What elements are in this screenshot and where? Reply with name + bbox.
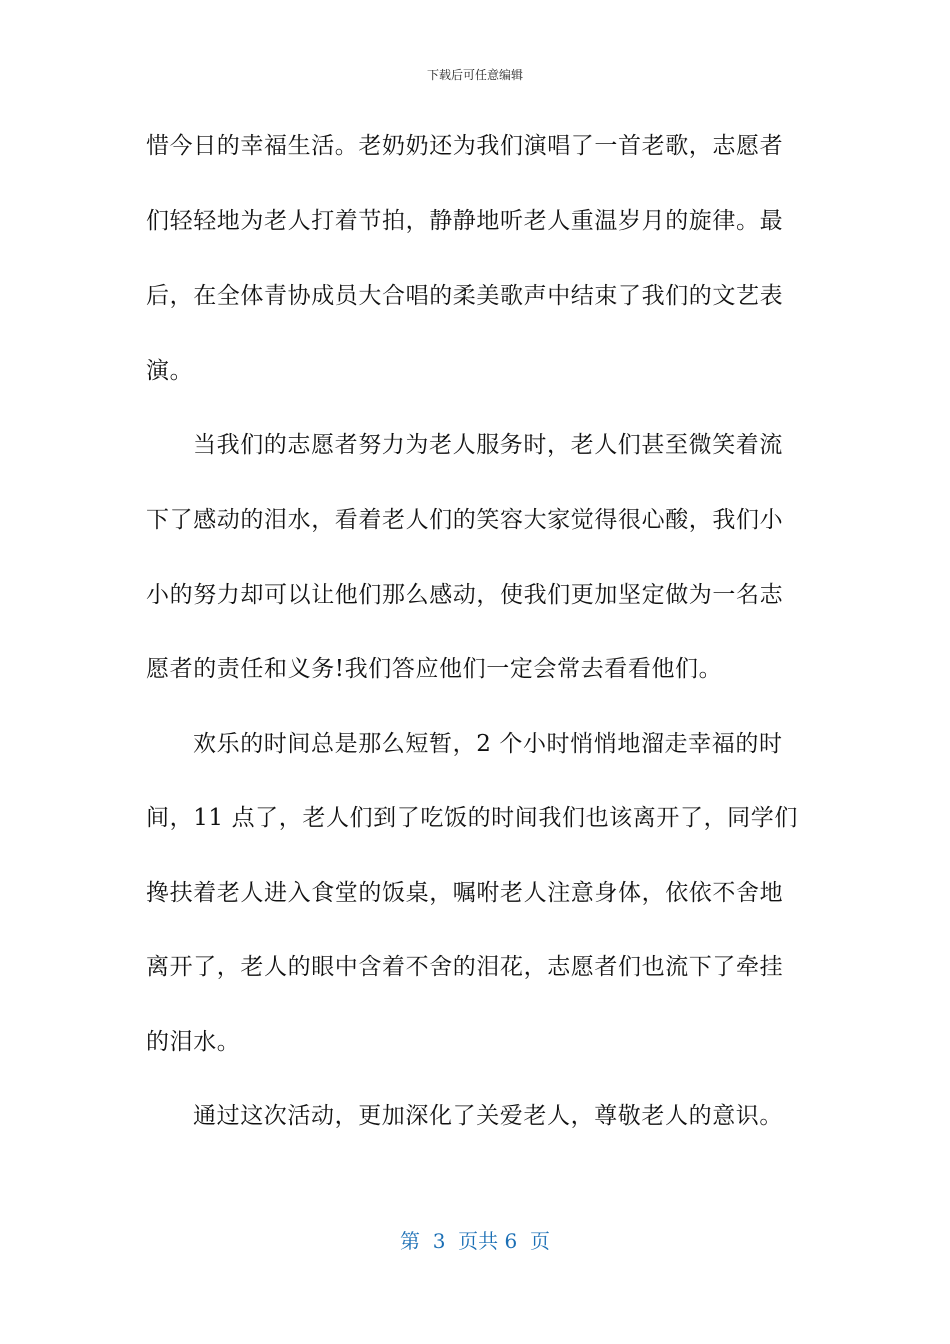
paragraph-3-line-4: 离开了，老人的眼中含着不舍的泪花，志愿者们也流下了牵挂 <box>146 954 784 980</box>
paragraph-1-line-2: 们轻轻地为老人打着节拍，静静地听老人重温岁月的旋律。最 <box>146 208 784 234</box>
paragraph-2-line-1: 当我们的志愿者努力为老人服务时，老人们甚至微笑着流 <box>193 432 783 458</box>
page-header-note: 下载后可任意编辑 <box>426 68 523 82</box>
paragraph-2-line-4: 愿者的责任和义务!我们答应他们一定会常去看看他们。 <box>146 656 723 682</box>
paragraph-2-line-2: 下了感动的泪水，看着老人们的笑容大家觉得很心酸，我们小 <box>146 507 784 533</box>
paragraph-3-line-5: 的泪水。 <box>146 1029 241 1055</box>
paragraph-2-line-3: 小的努力却可以让他们那么感动，使我们更加坚定做为一名志 <box>146 582 784 608</box>
paragraph-1-line-3: 后，在全体青协成员大合唱的柔美歌声中结束了我们的文艺表 <box>146 283 784 309</box>
paragraph-3-line-1: 欢乐的时间总是那么短暂，2 个小时悄悄地溜走幸福的时 <box>193 731 783 757</box>
paragraph-3-line-2: 间，11 点了，老人们到了吃饭的时间我们也该离开了，同学们 <box>146 805 798 831</box>
page-number-footer: 第 3 页共 6 页 <box>400 1229 550 1253</box>
paragraph-3-line-3: 搀扶着老人进入食堂的饭桌，嘱咐老人注意身体，依依不舍地 <box>146 880 784 906</box>
paragraph-1-line-1: 惜今日的幸福生活。老奶奶还为我们演唱了一首老歌，志愿者 <box>146 133 784 159</box>
paragraph-4-line-1: 通过这次活动，更加深化了关爱老人，尊敬老人的意识。 <box>193 1103 783 1129</box>
paragraph-1-line-4: 演。 <box>146 358 194 384</box>
